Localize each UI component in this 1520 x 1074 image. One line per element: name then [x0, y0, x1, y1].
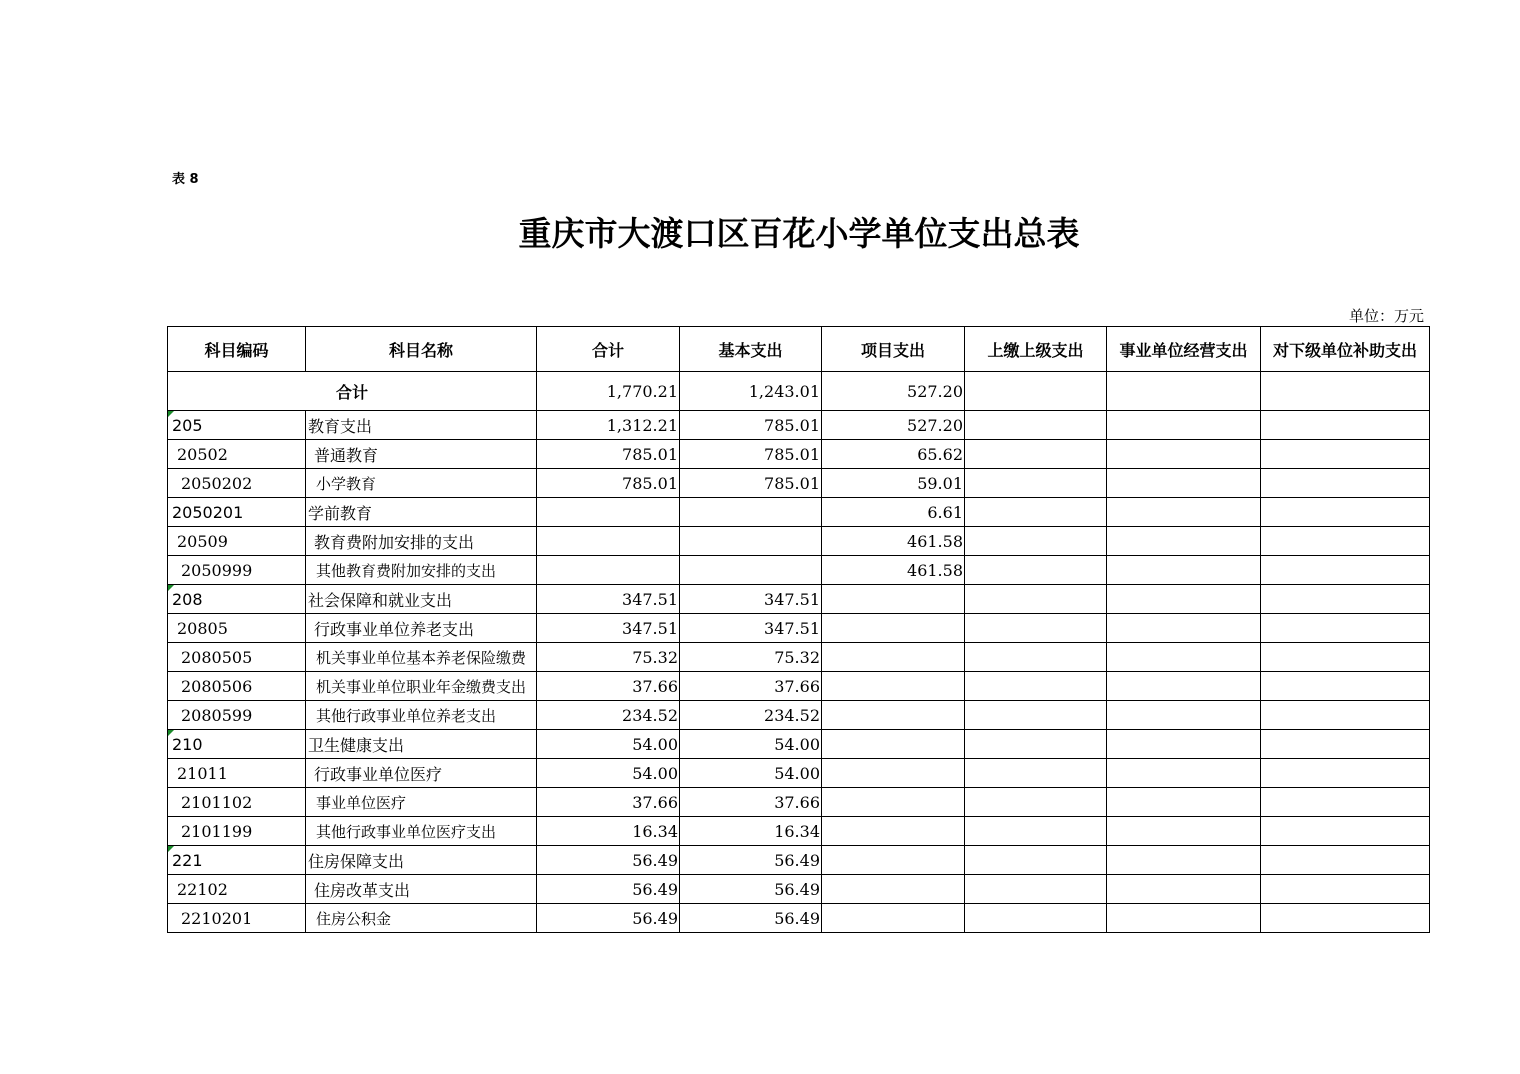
table-row [168, 672, 1430, 701]
header-total: 合计 [537, 327, 680, 372]
page-title: 重庆市大渡口区百花小学单位支出总表 [518, 214, 1080, 253]
amount-upper [965, 730, 1107, 759]
amount-basic: 785.01 [680, 411, 822, 440]
subject-name: 行政事业单位养老支出 [306, 614, 537, 643]
amount-total: 785.01 [537, 440, 680, 469]
amount-upper [965, 759, 1107, 788]
amount-basic [680, 498, 822, 527]
amount-basic: 37.66 [680, 788, 822, 817]
total-total: 1,770.21 [537, 372, 680, 411]
amount-project [822, 875, 965, 904]
total-basic: 1,243.01 [680, 372, 822, 411]
table-row [168, 904, 1430, 933]
amount-business [1107, 585, 1261, 614]
amount-basic: 347.51 [680, 585, 822, 614]
subject-code: 2080506 [181, 676, 253, 696]
subject-code-cell [168, 556, 306, 585]
amount-total: 56.49 [537, 904, 680, 933]
amount-total: 56.49 [537, 846, 680, 875]
amount-business [1107, 672, 1261, 701]
header-project: 项目支出 [822, 327, 965, 372]
amount-project [822, 759, 965, 788]
amount-project: 6.61 [822, 498, 965, 527]
amount-upper [965, 701, 1107, 730]
subject-code-cell [168, 730, 306, 759]
total-project: 527.20 [822, 372, 965, 411]
subject-code: 208 [172, 589, 203, 609]
table-row [168, 643, 1430, 672]
amount-subsidy [1261, 875, 1430, 904]
subject-code: 2101199 [181, 821, 253, 841]
subject-name: 社会保障和就业支出 [306, 585, 537, 614]
table-row [168, 527, 1430, 556]
amount-total: 16.34 [537, 817, 680, 846]
amount-total: 785.01 [537, 469, 680, 498]
subject-code: 2050201 [172, 502, 244, 522]
header-name: 科目名称 [306, 327, 537, 372]
subject-code-cell [168, 846, 306, 875]
amount-business [1107, 904, 1261, 933]
amount-project [822, 846, 965, 875]
amount-business [1107, 469, 1261, 498]
amount-subsidy [1261, 643, 1430, 672]
amount-project: 65.62 [822, 440, 965, 469]
subject-name: 住房公积金 [306, 904, 537, 933]
amount-total [537, 527, 680, 556]
subject-name: 教育支出 [306, 411, 537, 440]
amount-subsidy [1261, 527, 1430, 556]
amount-upper [965, 614, 1107, 643]
amount-business [1107, 875, 1261, 904]
amount-upper [965, 411, 1107, 440]
subject-code-cell [168, 875, 306, 904]
subject-name: 机关事业单位基本养老保险缴费 [306, 643, 537, 672]
amount-total: 234.52 [537, 701, 680, 730]
table-row [168, 846, 1430, 875]
table-label: 表 8 [172, 172, 199, 187]
amount-total: 37.66 [537, 672, 680, 701]
amount-total: 1,312.21 [537, 411, 680, 440]
amount-basic: 56.49 [680, 904, 822, 933]
subject-code-cell [168, 817, 306, 846]
subject-code-cell [168, 701, 306, 730]
table-row [168, 875, 1430, 904]
subject-code-cell [168, 527, 306, 556]
total-subsidy [1261, 372, 1430, 411]
amount-project [822, 701, 965, 730]
subject-code-cell [168, 585, 306, 614]
amount-business [1107, 614, 1261, 643]
amount-project: 461.58 [822, 556, 965, 585]
amount-subsidy [1261, 498, 1430, 527]
amount-subsidy [1261, 411, 1430, 440]
subject-code: 20805 [177, 618, 228, 638]
subject-code: 2080599 [181, 705, 253, 725]
amount-business [1107, 788, 1261, 817]
subject-code: 2050999 [181, 560, 253, 580]
unit-label: 单位：万元 [1348, 307, 1424, 325]
amount-business [1107, 817, 1261, 846]
amount-project [822, 614, 965, 643]
header-code: 科目编码 [168, 327, 306, 372]
subject-name: 卫生健康支出 [306, 730, 537, 759]
amount-business [1107, 643, 1261, 672]
expenditure-table [167, 326, 1430, 933]
amount-total: 347.51 [537, 585, 680, 614]
cell-marker-icon [168, 846, 174, 852]
total-row [168, 372, 1430, 411]
subject-code: 22102 [177, 879, 228, 899]
amount-total: 56.49 [537, 875, 680, 904]
amount-total: 347.51 [537, 614, 680, 643]
amount-project: 59.01 [822, 469, 965, 498]
subject-code: 20509 [177, 531, 228, 551]
amount-subsidy [1261, 672, 1430, 701]
amount-project [822, 643, 965, 672]
subject-code: 2101102 [181, 792, 253, 812]
table-row [168, 498, 1430, 527]
header-basic: 基本支出 [680, 327, 822, 372]
amount-subsidy [1261, 904, 1430, 933]
amount-project [822, 585, 965, 614]
subject-code-cell [168, 904, 306, 933]
amount-upper [965, 788, 1107, 817]
subject-name: 住房保障支出 [306, 846, 537, 875]
amount-subsidy [1261, 846, 1430, 875]
amount-upper [965, 556, 1107, 585]
amount-subsidy [1261, 614, 1430, 643]
amount-subsidy [1261, 788, 1430, 817]
amount-basic: 56.49 [680, 846, 822, 875]
amount-basic: 54.00 [680, 730, 822, 759]
table-row [168, 614, 1430, 643]
table-row [168, 556, 1430, 585]
amount-subsidy [1261, 585, 1430, 614]
amount-project [822, 788, 965, 817]
amount-business [1107, 846, 1261, 875]
amount-business [1107, 556, 1261, 585]
amount-upper [965, 846, 1107, 875]
subject-name: 教育费附加安排的支出 [306, 527, 537, 556]
amount-basic [680, 527, 822, 556]
subject-code: 2210201 [181, 908, 253, 928]
subject-name: 行政事业单位医疗 [306, 759, 537, 788]
table-row [168, 440, 1430, 469]
amount-upper [965, 527, 1107, 556]
amount-subsidy [1261, 440, 1430, 469]
amount-project [822, 904, 965, 933]
table-row [168, 730, 1430, 759]
amount-upper [965, 469, 1107, 498]
subject-code: 2080505 [181, 647, 253, 667]
amount-subsidy [1261, 730, 1430, 759]
amount-upper [965, 498, 1107, 527]
amount-basic: 75.32 [680, 643, 822, 672]
cell-marker-icon [168, 411, 174, 417]
header-business: 事业单位经营支出 [1107, 327, 1261, 372]
amount-upper [965, 585, 1107, 614]
amount-basic: 785.01 [680, 469, 822, 498]
table-row [168, 585, 1430, 614]
subject-name: 其他教育费附加安排的支出 [306, 556, 537, 585]
amount-project [822, 730, 965, 759]
subject-name: 其他行政事业单位养老支出 [306, 701, 537, 730]
amount-total: 75.32 [537, 643, 680, 672]
subject-code: 2050202 [181, 473, 253, 493]
amount-upper [965, 672, 1107, 701]
amount-business [1107, 498, 1261, 527]
subject-name: 其他行政事业单位医疗支出 [306, 817, 537, 846]
subject-name: 事业单位医疗 [306, 788, 537, 817]
header-subsidy: 对下级单位补助支出 [1261, 327, 1430, 372]
cell-marker-icon [168, 585, 174, 591]
amount-basic [680, 556, 822, 585]
amount-upper [965, 643, 1107, 672]
amount-upper [965, 904, 1107, 933]
amount-total [537, 498, 680, 527]
total-upper [965, 372, 1107, 411]
subject-code-cell [168, 788, 306, 817]
subject-name: 学前教育 [306, 498, 537, 527]
amount-basic: 37.66 [680, 672, 822, 701]
subject-code-cell [168, 469, 306, 498]
subject-code: 205 [172, 415, 203, 435]
amount-basic: 16.34 [680, 817, 822, 846]
subject-code-cell [168, 759, 306, 788]
subject-name: 普通教育 [306, 440, 537, 469]
table-row [168, 469, 1430, 498]
subject-name: 小学教育 [306, 469, 537, 498]
total-business [1107, 372, 1261, 411]
amount-basic: 234.52 [680, 701, 822, 730]
cell-marker-icon [168, 730, 174, 736]
amount-subsidy [1261, 556, 1430, 585]
amount-business [1107, 730, 1261, 759]
amount-total [537, 556, 680, 585]
table-row [168, 701, 1430, 730]
amount-basic: 785.01 [680, 440, 822, 469]
amount-business [1107, 701, 1261, 730]
amount-subsidy [1261, 759, 1430, 788]
subject-code: 210 [172, 734, 203, 754]
amount-basic: 56.49 [680, 875, 822, 904]
subject-name: 住房改革支出 [306, 875, 537, 904]
amount-business [1107, 527, 1261, 556]
total-label: 合计 [168, 372, 537, 411]
subject-code-cell [168, 440, 306, 469]
amount-total: 54.00 [537, 730, 680, 759]
amount-business [1107, 440, 1261, 469]
amount-total: 37.66 [537, 788, 680, 817]
subject-code-cell [168, 411, 306, 440]
amount-business [1107, 411, 1261, 440]
table-row [168, 411, 1430, 440]
table-row [168, 759, 1430, 788]
amount-project: 461.58 [822, 527, 965, 556]
amount-subsidy [1261, 817, 1430, 846]
subject-code: 20502 [177, 444, 228, 464]
amount-project [822, 672, 965, 701]
amount-upper [965, 817, 1107, 846]
amount-basic: 54.00 [680, 759, 822, 788]
subject-code-cell [168, 614, 306, 643]
amount-upper [965, 440, 1107, 469]
amount-upper [965, 875, 1107, 904]
amount-subsidy [1261, 701, 1430, 730]
amount-business [1107, 759, 1261, 788]
subject-name: 机关事业单位职业年金缴费支出 [306, 672, 537, 701]
subject-code-cell [168, 643, 306, 672]
amount-project [822, 817, 965, 846]
subject-code: 21011 [177, 763, 228, 783]
subject-code-cell [168, 672, 306, 701]
table-row [168, 788, 1430, 817]
amount-total: 54.00 [537, 759, 680, 788]
subject-code-cell [168, 498, 306, 527]
subject-code: 221 [172, 850, 203, 870]
table-header-row [168, 327, 1430, 372]
amount-basic: 347.51 [680, 614, 822, 643]
amount-project: 527.20 [822, 411, 965, 440]
table-row [168, 817, 1430, 846]
header-upper: 上缴上级支出 [965, 327, 1107, 372]
amount-subsidy [1261, 469, 1430, 498]
